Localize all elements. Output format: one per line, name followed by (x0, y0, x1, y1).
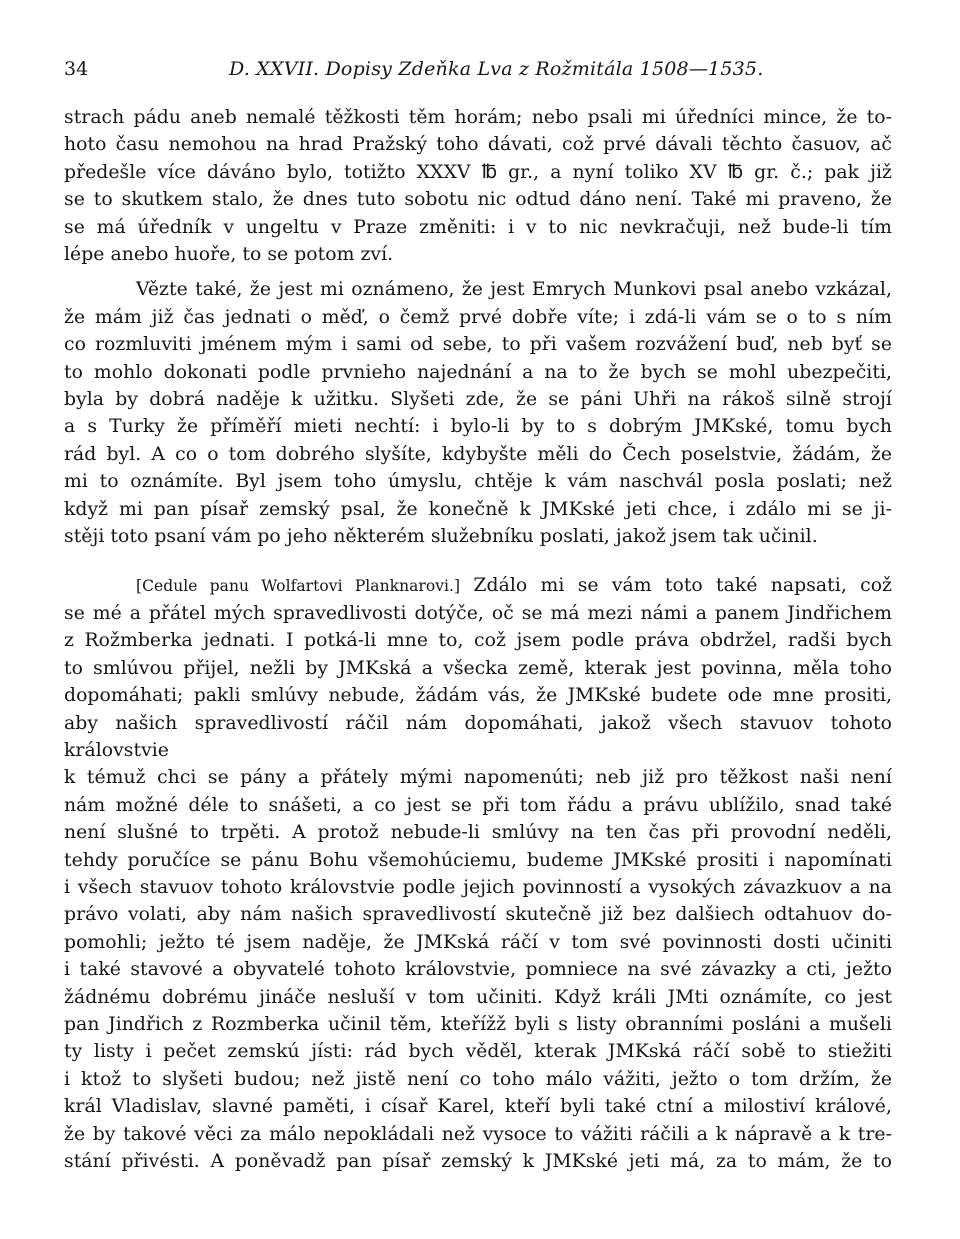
text-line: žádnému dobrému jináče nesluší v tom učiniti. Když králi JMti oznámíte, co jest (64, 986, 892, 1008)
page-header (64, 52, 892, 86)
text-line: i ktož to slyšeti budou; než jistě není co toho málo vážiti, ježto o tom držím, že (64, 1068, 892, 1090)
text-line: pomohli; ježto té jsem naděje, že JMKská ráčí v tom své povinnosti dosti učiniti (64, 931, 892, 953)
text-line: ty listy i pečet zemskú jísti: rád bych věděl, kterak JMKská ráčí sobě to stiežiti (64, 1041, 892, 1063)
text-line: to smlúvou přijel, nežli by JMKská a všecka země, kterak jest povinna, měla toho (64, 657, 892, 679)
text-line: tehdy poručíce se pánu Bohu všemohúciemu, budeme JMKské prositi i napomínati (64, 849, 892, 871)
text-line: se má úředník v ungeltu v Praze změniti: i v to nic nevkračuji, než bude-li tím (64, 216, 892, 238)
text-line: dopomáhati; pakli smlúvy nebude, žádám vás, že JMKské budete ode mne prositi, (64, 685, 892, 707)
cedule-note: [Cedule panu Wolfartovi Planknarovi.] (136, 576, 461, 595)
text-line: se mé a přátel mých spravedlivosti dotýče, oč se má mezi námi a panem Jindřichem (64, 602, 892, 624)
text-line: i všech stavuov tohoto královstvie podle jejich povinností a vysokých závazkuov a na (64, 876, 892, 898)
text-line (64, 572, 892, 600)
document-page (64, 52, 892, 1175)
text-line: to mohlo dokonati podle prvnieho najednání a na to že bych se mohl ubezpečiti, (64, 361, 892, 383)
text-line: se to skutkem stalo, že dnes tuto sobotu nic odtud dáno není. Také mi praveno, že (64, 189, 892, 211)
text-line: z Rožmberka jednati. I potká-li mne to, což jsem podle práva obdržel, radši bych (64, 630, 892, 652)
text-line: strach pádu aneb nemalé těžkosti těm horám; nebo psali mi úředníci mince, že to- (64, 107, 892, 128)
text-line: stání přivésti. A poněvadž pan písař zemský k JMKské jeti má, za to mám, že to (64, 1151, 892, 1173)
text-line: není slušné to trpěti. A protož nebude-li smlúvy na ten čas při provodní neděli, (64, 822, 892, 844)
text-line: předešle více dáváno bylo, totižto XXXV ℔ gr., a nyní toliko XV ℔ gr. č.; pak již (64, 161, 892, 183)
text-line: pan Jindřich z Rozmberka učinil těm, kteřížž byli s listy obranními posláni a mušeli (64, 1014, 892, 1035)
paragraph-3 (64, 572, 892, 1176)
page-number: 34 (64, 58, 89, 80)
text-line: rád byl. A co o tom dobrého slyšíte, kdybyšte měli do Čech poselstvie, žádám, že (64, 443, 892, 465)
text-line: nám možné déle to snášeti, a co jest se při tom řádu a právu ublížilo, snad také (64, 794, 892, 816)
paragraph-2 (64, 276, 892, 550)
text-line: a s Turky že příměří mieti nechtí: i bylo-li by to s dobrým JMKské, tomu bych (64, 416, 892, 438)
text-line: hoto času nemohou na hrad Pražský toho dávati, což prvé dávali těchto časuov, ač (64, 134, 892, 156)
text-line: lépe anebo huoře, to se potom zví. (64, 244, 394, 266)
paragraph-1 (64, 104, 892, 268)
text-line: když mi pan písař zemský psal, že konečně k JMKské jeti chce, i zdálo mi se ji- (64, 498, 892, 520)
text-segment: Zdálo mi se vám toto také napsati, což (473, 574, 892, 596)
text-line: že mám již čas jednati o měď, o čemž prvé dobře víte; i zdá-li vám se o to s ním (64, 306, 892, 328)
text-line: i také stavové a obyvatelé tohoto královstvie, pomniece na své závazky a cti, ježto (64, 959, 892, 981)
text-line: král Vladislav, slavné paměti, i císař Karel, kteří byli také ctní a milostiví králové, (64, 1096, 892, 1118)
text-line: mi to oznámíte. Byl jsem toho úmyslu, chtěje k vám naschvál posla poslati; než (64, 471, 892, 493)
body-text (64, 104, 892, 1175)
running-head: D. XXVII. Dopisy Zdeňka Lva z Rožmitála 1508—1535. (229, 58, 764, 80)
text-line: aby našich spravedlivostí ráčil nám dopomáhati, jakož všech stavuov tohoto královstvie (64, 712, 892, 761)
text-line: k témuž chci se pány a přátely mými napomenúti; neb již pro těžkost naši není (64, 767, 892, 789)
text-line: co rozmluviti jménem mým i sami od sebe, to při vašem rozvážení buď, neb byť se (64, 334, 892, 356)
text-line: byla by dobrá naděje k užitku. Slyšeti zde, že se páni Uhři na rákoš silně strojí (64, 389, 892, 411)
text-line: že by takové věci za málo nepokládali než vysoce to vážiti ráčili a k nápravě a k tre- (64, 1123, 892, 1145)
text-line: Vězte také, že jest mi oznámeno, že jest Emrych Munkovi psal anebo vzkázal, (136, 279, 892, 301)
text-line: právo volati, aby nám našich spravedlivostí skutečně již bez dalšiech odtahuov do- (64, 904, 892, 926)
text-line: stěji toto psaní vám po jeho některém služebníku poslati, jakož jsem tak učinil. (64, 526, 818, 548)
